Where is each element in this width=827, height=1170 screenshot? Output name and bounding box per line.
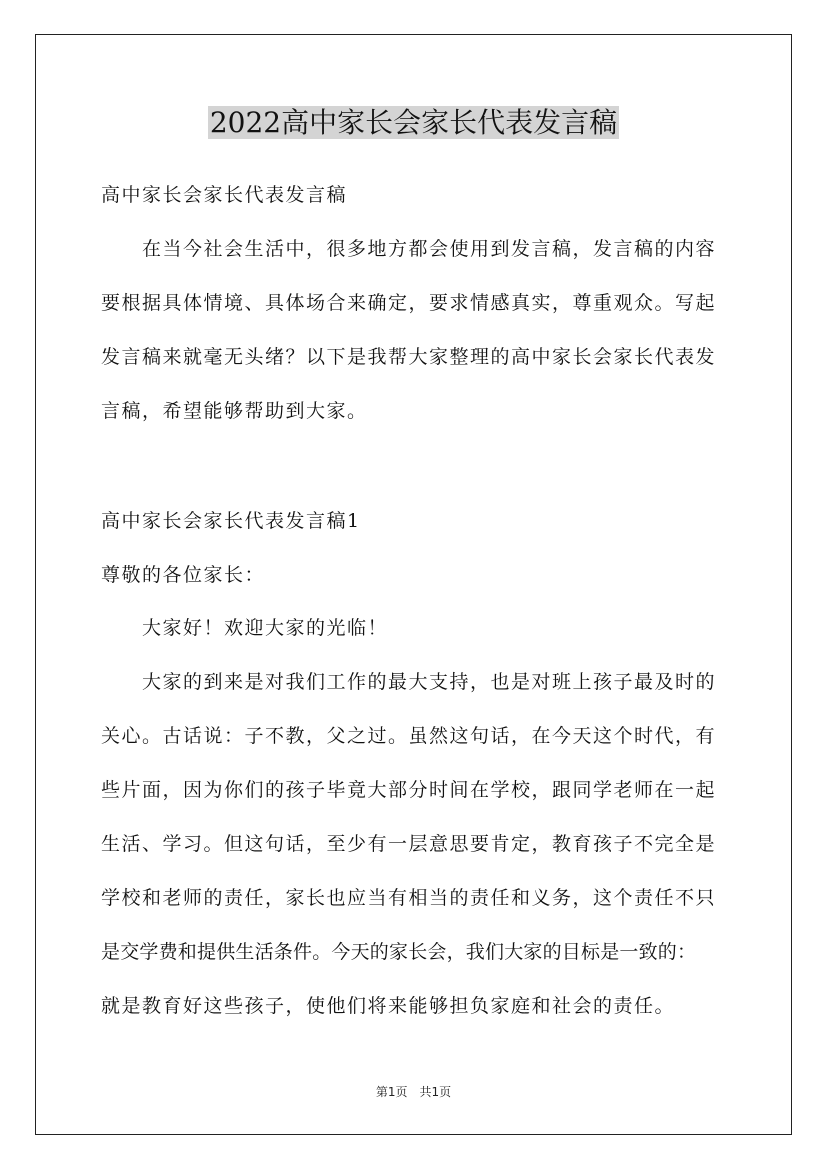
document-title — [0, 103, 827, 143]
intro-line-1: 在当今社会生活中，很多地方都会使用到发言稿，发言稿的内容 — [101, 238, 717, 260]
document-title-text: 2022高中家长会家长代表发言稿 — [209, 106, 618, 139]
body-line-5: 学校和老师的责任，家长也应当有相当的责任和义务，这个责任不只 — [101, 887, 717, 909]
intro-line-4: 言稿，希望能够帮助到大家。 — [101, 400, 368, 422]
body-line-7: 就是教育好这些孩子，使他们将来能够担负家庭和社会的责任。 — [101, 995, 676, 1017]
body-line-3: 些片面，因为你们的孩子毕竟大部分时间在学校，跟同学老师在一起 — [101, 779, 717, 801]
section-heading: 高中家长会家长代表发言稿1 — [101, 510, 361, 532]
body-line-1: 大家的到来是对我们工作的最大支持，也是对班上孩子最及时的 — [101, 671, 717, 693]
greeting-line: 大家好！欢迎大家的光临！ — [101, 617, 389, 639]
body-line-4: 生活、学习。但这句话，至少有一层意思要肯定，教育孩子不完全是 — [101, 833, 717, 855]
subtitle-line: 高中家长会家长代表发言稿 — [101, 184, 348, 206]
intro-line-2: 要根据具体情境、具体场合来确定，要求情感真实，尊重观众。写起 — [101, 292, 717, 314]
page-number-footer: 第1页 共1页 — [375, 1085, 452, 1099]
body-line-2: 关心。古话说：子不教，父之过。虽然这句话，在今天这个时代，有 — [101, 725, 717, 747]
intro-line-3: 发言稿来就毫无头绪？以下是我帮大家整理的高中家长会家长代表发 — [101, 346, 717, 368]
salutation-line: 尊敬的各位家长： — [101, 564, 266, 586]
body-line-6: 是交学费和提供生活条件。今天的家长会，我们大家的目标是一致的： — [101, 941, 697, 963]
